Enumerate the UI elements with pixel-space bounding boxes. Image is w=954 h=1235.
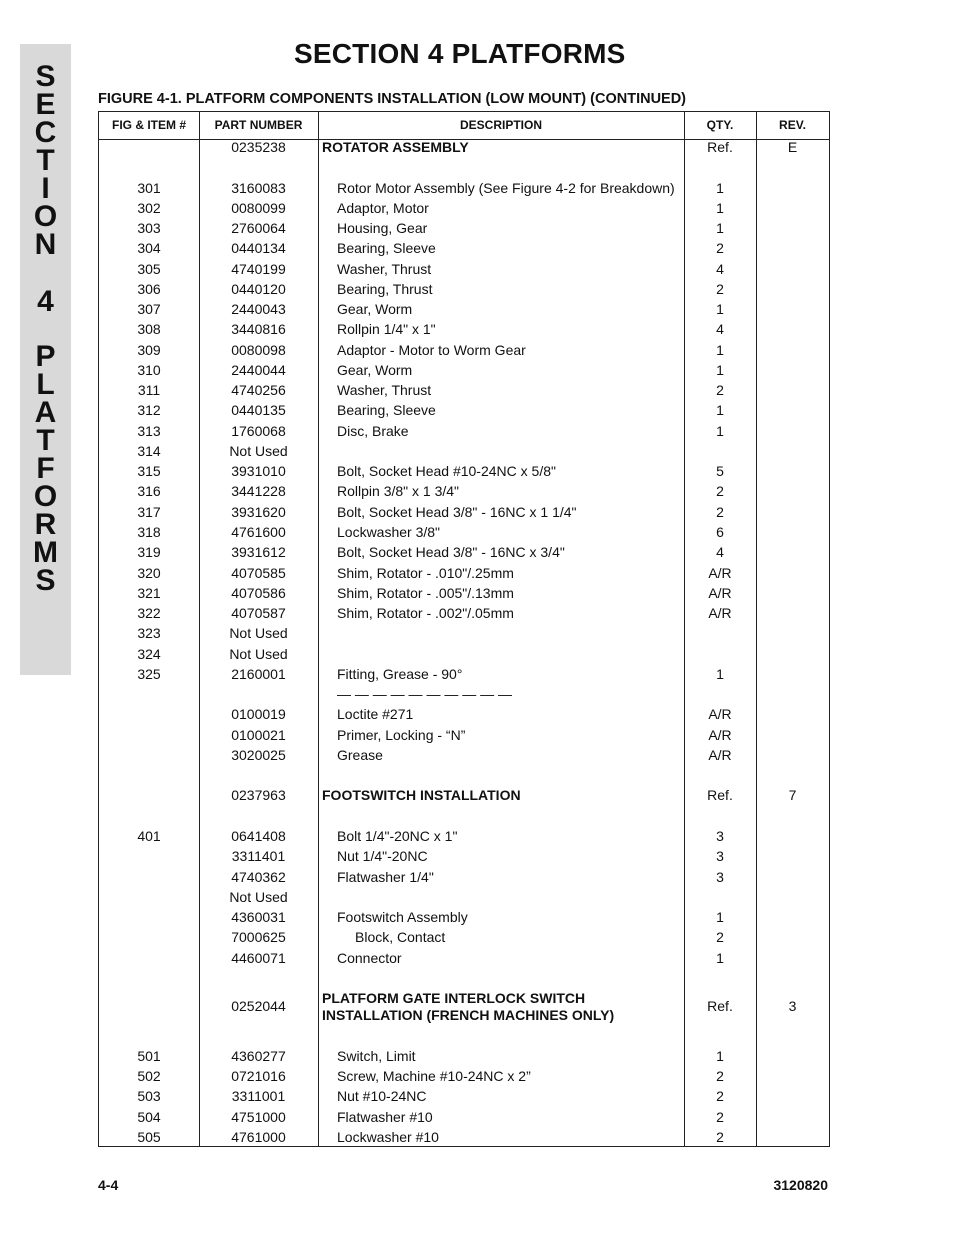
part-number-cell: 3931010 — [231, 463, 286, 479]
fig-item-cell: 313 — [137, 423, 161, 439]
fig-item-cell: 318 — [137, 524, 161, 540]
side-tab-letter: I — [41, 172, 50, 205]
description-cell: — — — — — — — — — — — [337, 686, 513, 702]
column-header-fig-item: FIG & ITEM # — [111, 118, 186, 132]
qty-cell: 4 — [716, 544, 724, 560]
table-row — [99, 301, 829, 318]
table-row — [99, 362, 829, 379]
fig-item-cell: 303 — [137, 220, 161, 236]
description-cell: Flatwasher 1/4" — [337, 869, 434, 885]
fig-item-cell: 325 — [137, 666, 161, 682]
part-number-cell: Not Used — [229, 646, 288, 662]
side-tab-letter: M — [33, 536, 58, 569]
side-tab-letter: 4 — [37, 285, 54, 318]
description-cell: Primer, Locking - “N” — [337, 727, 466, 743]
table-row — [99, 828, 829, 845]
description-cell: Washer, Thrust — [337, 261, 432, 277]
side-tab-letter: A — [34, 396, 57, 429]
table-row — [99, 1068, 829, 1085]
table-row — [99, 423, 829, 440]
qty-cell: 2 — [716, 1088, 724, 1104]
column-header-description: DESCRIPTION — [459, 118, 542, 132]
table-row — [99, 727, 829, 744]
qty-cell: 5 — [716, 463, 724, 479]
part-number-cell: 0252044 — [231, 998, 286, 1014]
qty-cell: 1 — [716, 200, 724, 216]
description-cell: Nut #10-24NC — [337, 1088, 427, 1104]
fig-item-cell: 322 — [137, 605, 161, 621]
qty-cell: 1 — [716, 342, 724, 358]
table-row — [99, 342, 829, 359]
fig-item-cell: 316 — [137, 483, 161, 499]
table-row — [99, 220, 829, 237]
table-row — [99, 382, 829, 399]
side-tab-letter: S — [35, 60, 56, 93]
part-number-cell: 3311401 — [231, 848, 286, 864]
rev-cell: 3 — [788, 998, 797, 1014]
table-row — [99, 240, 829, 257]
table-row — [99, 402, 829, 419]
table-row — [99, 929, 829, 946]
description-cell: Connector — [337, 950, 402, 966]
part-number-cell: 0440120 — [231, 281, 286, 297]
qty-cell: A/R — [708, 585, 732, 601]
qty-cell: A/R — [708, 747, 732, 763]
table-row — [99, 261, 829, 278]
description-cell: Housing, Gear — [337, 220, 428, 236]
description-cell: Flatwasher #10 — [337, 1109, 433, 1125]
fig-item-cell: 309 — [137, 342, 161, 358]
table-row — [99, 139, 829, 156]
side-tab-letter: L — [36, 368, 55, 401]
fig-item-cell: 308 — [137, 321, 161, 337]
description-cell: Gear, Worm — [337, 362, 413, 378]
description-cell: Nut 1/4"-20NC — [337, 848, 428, 864]
part-number-cell: 4751000 — [231, 1109, 286, 1125]
qty-cell: 2 — [716, 240, 724, 256]
part-number-cell: 4360277 — [231, 1048, 286, 1064]
fig-item-cell: 505 — [137, 1129, 161, 1145]
section-title: SECTION 4 PLATFORMS — [294, 38, 626, 69]
column-header-qty: QTY. — [706, 118, 734, 132]
table-row — [99, 1109, 829, 1126]
description-cell-line-2: INSTALLATION (FRENCH MACHINES ONLY) — [322, 1007, 615, 1023]
fig-item-cell: 305 — [137, 261, 161, 277]
description-cell: Rotor Motor Assembly (See Figure 4-2 for Breakdown) — [337, 180, 675, 196]
description-cell: Bearing, Sleeve — [337, 402, 436, 418]
page-number: 4-4 — [98, 1177, 119, 1193]
part-number-cell: 3441228 — [231, 483, 286, 499]
fig-item-cell: 320 — [137, 565, 161, 581]
fig-item-cell: 319 — [137, 544, 161, 560]
description-cell: Lockwasher #10 — [337, 1129, 439, 1145]
description-cell: Gear, Worm — [337, 301, 413, 317]
description-cell: PLATFORM GATE INTERLOCK SWITCH — [322, 990, 586, 1006]
fig-item-cell: 315 — [137, 463, 161, 479]
description-cell: Bearing, Sleeve — [337, 240, 436, 256]
fig-item-cell: 317 — [137, 504, 161, 520]
part-number-cell: Not Used — [229, 625, 288, 641]
fig-item-cell: 301 — [137, 180, 161, 196]
qty-cell: 1 — [716, 301, 724, 317]
side-tab-letter: T — [36, 424, 55, 457]
description-cell: Bolt 1/4"-20NC x 1" — [337, 828, 458, 844]
table-row — [99, 483, 829, 500]
side-tab-letter: S — [35, 564, 56, 597]
table-row — [99, 706, 829, 723]
qty-cell: 2 — [716, 281, 724, 297]
side-tab-letter: N — [34, 228, 57, 261]
table-row — [99, 848, 829, 865]
table-row — [99, 787, 829, 804]
qty-cell: 3 — [716, 848, 724, 864]
part-number-cell: Not Used — [229, 889, 288, 905]
fig-item-cell: 304 — [137, 240, 161, 256]
fig-item-cell: 323 — [137, 625, 161, 641]
qty-cell: 2 — [716, 1109, 724, 1125]
table-row — [99, 646, 829, 663]
fig-item-cell: 324 — [137, 646, 161, 662]
side-tab-letter: P — [35, 340, 56, 373]
qty-cell: 2 — [716, 382, 724, 398]
fig-item-cell: 504 — [137, 1109, 161, 1125]
table-row — [99, 1129, 829, 1146]
part-number-cell: 4460071 — [231, 950, 286, 966]
fig-item-cell: 503 — [137, 1088, 161, 1104]
qty-cell: Ref. — [707, 787, 733, 803]
part-number-cell: 0100021 — [231, 727, 286, 743]
table-row — [99, 200, 829, 217]
table-row — [99, 1048, 829, 1065]
part-number-cell: 4761000 — [231, 1129, 286, 1145]
part-number-cell: 4740256 — [231, 382, 286, 398]
qty-cell: 1 — [716, 402, 724, 418]
table-header-row — [99, 112, 829, 140]
qty-cell: 6 — [716, 524, 724, 540]
rev-cell: E — [787, 139, 798, 155]
part-number-cell: 0235238 — [231, 139, 286, 155]
description-cell: Washer, Thrust — [337, 382, 432, 398]
description-cell: Bearing, Thrust — [337, 281, 433, 297]
description-cell: Block, Contact — [355, 929, 446, 945]
fig-item-cell: 321 — [137, 585, 161, 601]
qty-cell: 2 — [716, 1068, 724, 1084]
part-number-cell: Not Used — [229, 443, 288, 459]
part-number-cell: 3931612 — [231, 544, 286, 560]
table-row — [99, 950, 829, 967]
table-row — [99, 565, 829, 582]
description-cell: Bolt, Socket Head 3/8" - 16NC x 3/4" — [337, 544, 565, 560]
fig-item-cell: 302 — [137, 200, 161, 216]
part-number-cell: 3160083 — [231, 180, 286, 196]
description-cell: FOOTSWITCH INSTALLATION — [322, 787, 521, 803]
fig-item-cell: 312 — [137, 402, 161, 418]
qty-cell: 2 — [716, 929, 724, 945]
qty-cell: 3 — [716, 828, 724, 844]
part-number-cell: 3931620 — [231, 504, 286, 520]
table-row — [99, 321, 829, 338]
qty-cell: 1 — [716, 1048, 724, 1064]
part-number-cell: 7000625 — [231, 929, 286, 945]
table-row — [99, 686, 829, 703]
fig-item-cell: 401 — [137, 828, 161, 844]
part-number-cell: 4740199 — [231, 261, 286, 277]
part-number-cell: 3440816 — [231, 321, 286, 337]
table-row — [99, 463, 829, 480]
qty-cell: Ref. — [707, 139, 733, 155]
table-row — [99, 180, 829, 197]
description-cell: Lockwasher 3/8" — [337, 524, 441, 540]
qty-cell: 2 — [716, 483, 724, 499]
side-tab-letter: F — [36, 452, 55, 485]
description-cell: Rollpin 1/4" x 1" — [337, 321, 436, 337]
table-row — [99, 605, 829, 622]
fig-item-cell: 311 — [137, 382, 161, 398]
qty-cell: 2 — [716, 1129, 724, 1145]
part-number-cell: 4070585 — [231, 565, 286, 581]
qty-cell: 1 — [716, 666, 724, 682]
part-number-cell: 3311001 — [231, 1088, 286, 1104]
description-cell: Screw, Machine #10-24NC x 2” — [337, 1068, 531, 1084]
fig-item-cell: 502 — [137, 1068, 161, 1084]
part-number-cell: 1760068 — [231, 423, 286, 439]
fig-item-cell: 501 — [137, 1048, 161, 1064]
description-cell: Loctite #271 — [337, 706, 414, 722]
table-row — [99, 889, 829, 906]
side-tab-letter: O — [33, 480, 58, 513]
part-number-cell: 0237963 — [231, 787, 286, 803]
table-row — [99, 585, 829, 602]
side-tab-letter: C — [34, 116, 57, 149]
column-header-rev: REV. — [779, 118, 806, 132]
description-cell: Fitting, Grease - 90° — [337, 666, 463, 682]
part-number-cell: 0080098 — [231, 342, 286, 358]
description-cell: Grease — [337, 747, 383, 763]
table-row — [99, 544, 829, 561]
fig-item-cell: 314 — [137, 443, 161, 459]
table-row — [99, 504, 829, 521]
qty-cell: 3 — [716, 869, 724, 885]
part-number-cell: 4070587 — [231, 605, 286, 621]
qty-cell: 1 — [716, 423, 724, 439]
part-number-cell: 0100019 — [231, 706, 286, 722]
description-cell: Bolt, Socket Head #10-24NC x 5/8" — [337, 463, 556, 479]
side-tab-letter: E — [35, 88, 56, 121]
description-cell: Adaptor - Motor to Worm Gear — [337, 342, 526, 358]
fig-item-cell: 306 — [137, 281, 161, 297]
table-row — [99, 990, 829, 1024]
qty-cell: 1 — [716, 180, 724, 196]
description-cell: Switch, Limit — [337, 1048, 416, 1064]
qty-cell: 1 — [716, 362, 724, 378]
description-cell: Shim, Rotator - .005"/.13mm — [337, 585, 514, 601]
part-number-cell: 3020025 — [231, 747, 286, 763]
part-number-cell: 2760064 — [231, 220, 286, 236]
table-row — [99, 747, 829, 764]
part-number-cell: 2440044 — [231, 362, 286, 378]
part-number-cell: 0721016 — [231, 1068, 286, 1084]
qty-cell: Ref. — [707, 998, 733, 1014]
qty-cell: A/R — [708, 605, 732, 621]
section-side-tab — [20, 44, 71, 675]
description-cell: Rollpin 3/8" x 1 3/4" — [337, 483, 460, 499]
side-tab-letter: T — [36, 144, 55, 177]
description-cell: Shim, Rotator - .002"/.05mm — [337, 605, 514, 621]
table-row — [99, 625, 829, 642]
description-cell: Disc, Brake — [337, 423, 409, 439]
part-number-cell: 0440135 — [231, 402, 286, 418]
table-row — [99, 281, 829, 298]
qty-cell: A/R — [708, 727, 732, 743]
qty-cell: 4 — [716, 321, 724, 337]
document-number: 3120820 — [773, 1177, 828, 1193]
rev-cell: 7 — [788, 787, 797, 803]
part-number-cell: 2160001 — [231, 666, 286, 682]
qty-cell: 4 — [716, 261, 724, 277]
part-number-cell: 2440043 — [231, 301, 286, 317]
table-row — [99, 909, 829, 926]
qty-cell: 1 — [716, 950, 724, 966]
description-cell: Adaptor, Motor — [337, 200, 429, 216]
qty-cell: 1 — [716, 220, 724, 236]
description-cell: Bolt, Socket Head 3/8" - 16NC x 1 1/4" — [337, 504, 577, 520]
qty-cell: A/R — [708, 565, 732, 581]
part-number-cell: 0641408 — [231, 828, 286, 844]
part-number-cell: 4740362 — [231, 869, 286, 885]
table-row — [99, 524, 829, 541]
part-number-cell: 0080099 — [231, 200, 286, 216]
description-cell: Shim, Rotator - .010"/.25mm — [337, 565, 514, 581]
fig-item-cell: 307 — [137, 301, 161, 317]
qty-cell: A/R — [708, 706, 732, 722]
side-tab-letter: O — [33, 200, 58, 233]
table-row — [99, 869, 829, 886]
table-row — [99, 443, 829, 460]
part-number-cell: 4761600 — [231, 524, 286, 540]
fig-item-cell: 310 — [137, 362, 161, 378]
table-row — [99, 1088, 829, 1105]
description-cell: ROTATOR ASSEMBLY — [322, 139, 469, 155]
part-number-cell: 0440134 — [231, 240, 286, 256]
table-row — [99, 666, 829, 683]
part-number-cell: 4360031 — [231, 909, 286, 925]
description-cell: Footswitch Assembly — [337, 909, 468, 925]
qty-cell: 1 — [716, 909, 724, 925]
figure-title: FIGURE 4-1. PLATFORM COMPONENTS INSTALLATION (LOW MOUNT) (CONTINUED) — [98, 91, 687, 107]
part-number-cell: 4070586 — [231, 585, 286, 601]
side-tab-letter: R — [34, 508, 57, 541]
column-header-part-number: PART NUMBER — [214, 118, 303, 132]
qty-cell: 2 — [716, 504, 724, 520]
parts-table — [98, 111, 830, 1147]
